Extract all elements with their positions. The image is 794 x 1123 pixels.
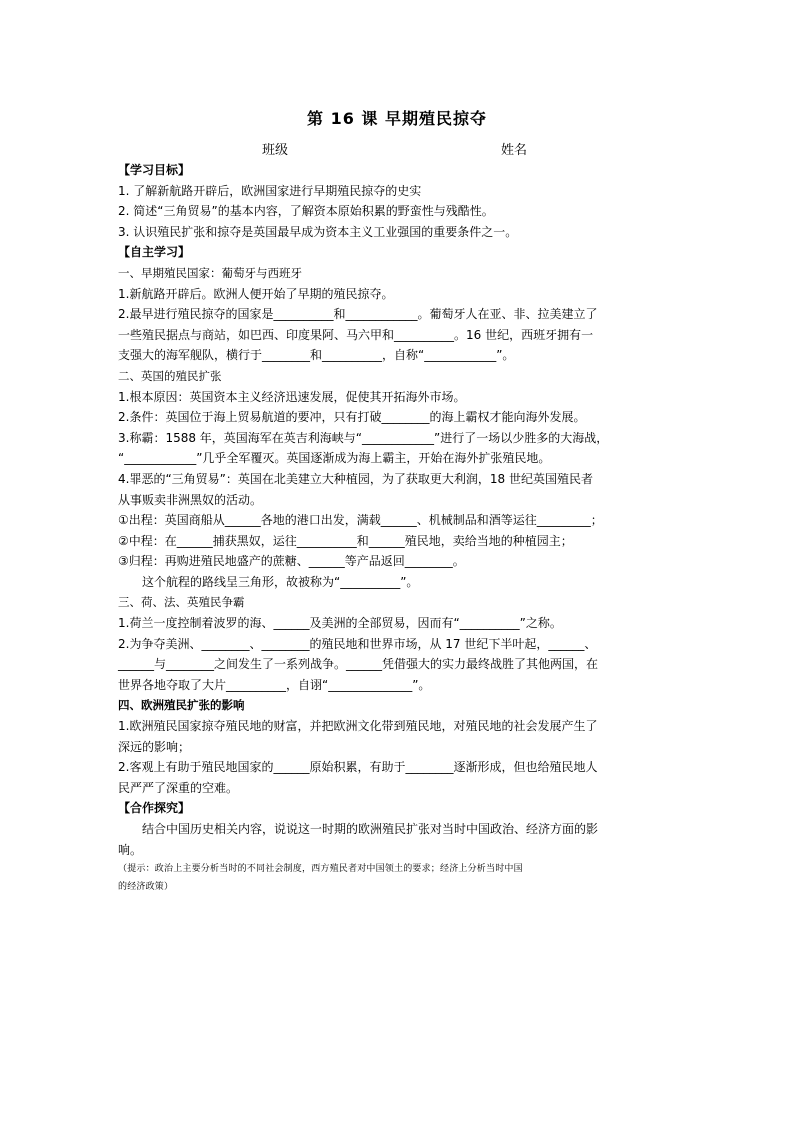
text-line: 结合中国历史相关内容，说说这一时期的欧洲殖民扩张对当时中国政治、经济方面的影 — [142, 822, 599, 836]
text-line: 3. 认识殖民扩张和掠夺是英国最早成为资本主义工业强国的重要条件之一。 — [118, 224, 518, 239]
text-line: ③归程：再购进殖民地盛产的蔗糖、______等产品返回________。 — [118, 554, 465, 569]
text-line: 的经济政策） — [118, 882, 174, 893]
class-label: 班级 — [262, 143, 289, 158]
text-line: 二、英国的殖民扩张 — [118, 368, 222, 383]
text-line: （提示：政治上主要分析当时的不同社会制度，西方殖民者对中国领土的要求；经济上分析当时中国 — [118, 864, 523, 875]
text-line: 从事贩卖非洲黑奴的活动。 — [118, 492, 263, 507]
text-line: 【合作探究】 — [118, 801, 191, 816]
text-line: 2.客观上有助于殖民地国家的______原始积累，有助于________逐渐形成，但也给殖民地人 — [118, 760, 598, 775]
text-line: ②中程：在______捕获黑奴，运往__________和______殖民地，卖给当地的种植园主； — [118, 533, 573, 548]
text-line: 【自主学习】 — [118, 245, 191, 260]
text-line: 1.根本原因：英国资本主义经济迅速发展，促使其开拓海外市场。 — [118, 389, 466, 404]
text-line: 一些殖民据点与商站，如巴西、印度果阿、马六甲和__________。16 世纪，西班牙拥有一 — [118, 327, 594, 342]
text-line: 2.条件：英国位于海上贸易航道的要冲，只有打破________的海上霸权才能向海外发展。 — [118, 410, 586, 425]
text-line: 这个航程的路线呈三角形，故被称为“__________”。 — [142, 574, 419, 589]
text-line: ①出程：英国商船从______各地的港口出发，满载______、机械制品和酒等运往_________； — [118, 513, 603, 528]
text-line: 2. 简述“三角贸易”的基本内容，了解资本原始积累的野蛮性与残酷性。 — [118, 204, 494, 219]
text-line: 1.欧洲殖民国家掠夺殖民地的财富，并把欧洲文化带到殖民地，对殖民地的社会发展产生了 — [118, 719, 598, 734]
text-line: 民严严了深重的空难。 — [118, 780, 239, 795]
worksheet-body — [118, 160, 678, 896]
text-line: 1.荷兰一度控制着波罗的海、______及美洲的全部贸易，因而有“__________”之称。 — [118, 616, 562, 631]
text-line: 4.罪恶的“三角贸易”：英国在北美建立大种植园，为了获取更大利润，18 世纪英国殖民者 — [118, 471, 593, 486]
text-line: 1. 了解新航路开辟后，欧洲国家进行早期殖民掠夺的史实 — [118, 183, 422, 198]
text-line: 2.为争夺美洲、________、________的殖民地和世界市场，从 17 世纪下半叶起，______、 — [118, 636, 597, 651]
text-line: 四、欧洲殖民扩张的影响 — [118, 698, 245, 713]
text-line: 2.最早进行殖民掠夺的国家是__________和____________。葡萄牙人在亚、非、拉美建立了 — [118, 307, 598, 322]
lesson-title: 第 16 课 早期殖民掠夺 — [307, 109, 487, 128]
text-line: 3.称霸：1588 年，英国海军在英吉利海峡与“____________”进行了一场以少胜多的大海战， — [118, 430, 609, 445]
text-line: 支强大的海军舰队，横行于________和__________，自称“____________”。 — [118, 348, 515, 363]
student-info-row — [0, 139, 794, 157]
text-line: 世界各地夺取了大片__________，自诩“______________”。 — [118, 677, 431, 692]
text-line: 【学习目标】 — [118, 163, 191, 177]
text-line: 深远的影响； — [118, 739, 191, 754]
text-line: “____________”几乎全军覆灭。英国逐渐成为海上霸主，开始在海外扩张殖民地。 — [118, 451, 551, 466]
text-line: 一、早期殖民国家：葡萄牙与西班牙 — [118, 265, 302, 280]
name-label: 姓名 — [501, 143, 528, 158]
text-line: 1.新航路开辟后。欧洲人便开始了早期的殖民掠夺。 — [118, 286, 394, 301]
text-line: 三、荷、法、英殖民争霸 — [118, 595, 245, 610]
text-line: 响。 — [118, 842, 143, 857]
text-line: ______与________之间发生了一系列战争。______凭借强大的实力最终战胜了其他两国，在 — [118, 657, 599, 672]
